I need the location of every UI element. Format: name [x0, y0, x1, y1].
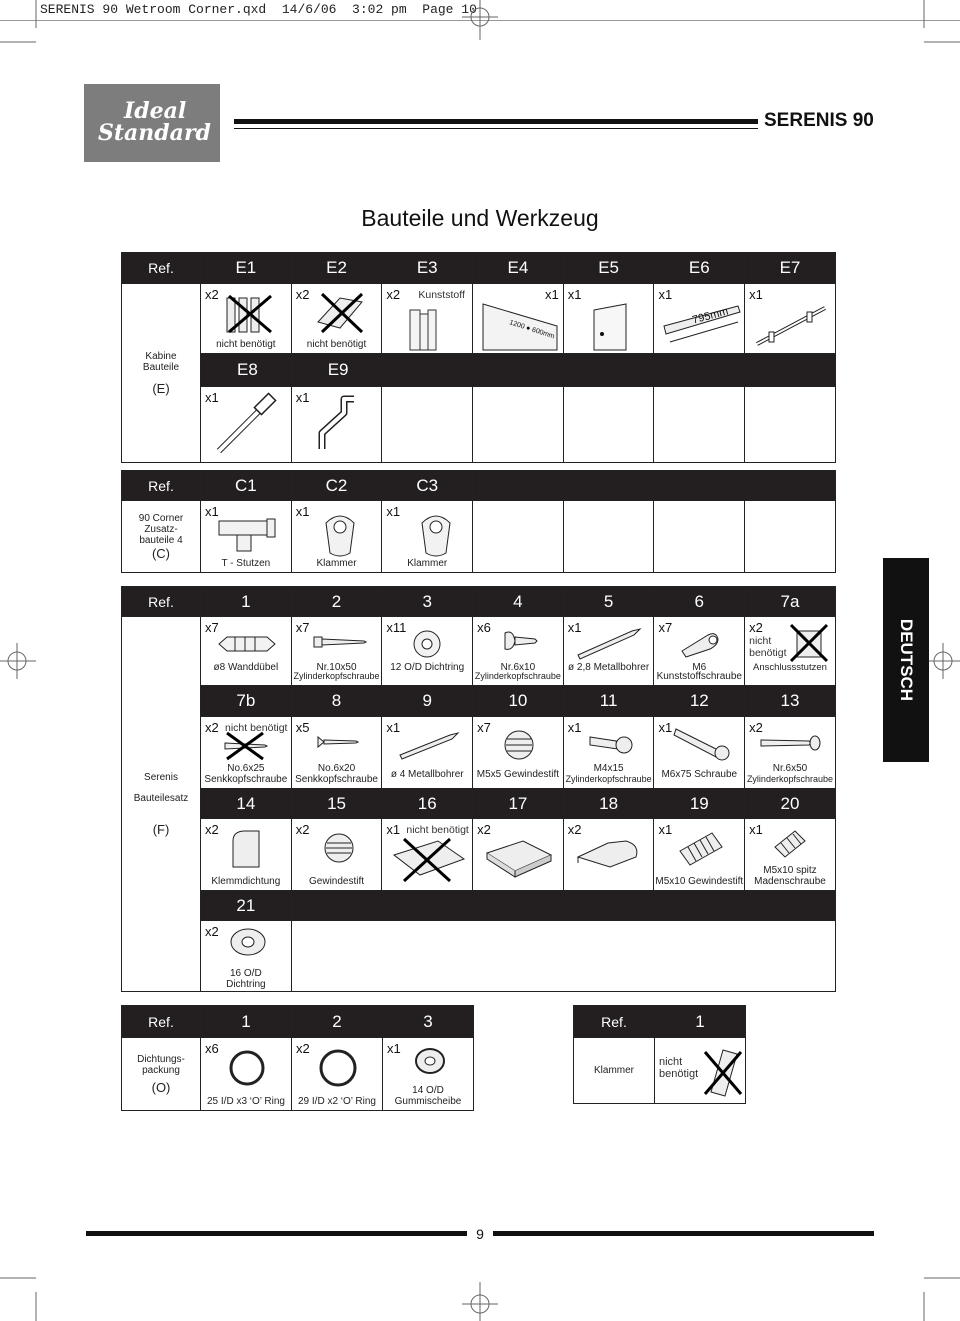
screw-icon — [503, 631, 539, 651]
cell-f21: x2 16 O/D Dichtring — [201, 921, 292, 992]
cell-e3: x2 Kunststoff — [382, 284, 473, 354]
col-c2: C2 — [291, 471, 382, 501]
cell-f2: x7 Nr.10x50 Zylinderkopfschraube — [291, 617, 382, 686]
logo-line1: Ideal — [124, 98, 187, 124]
footer-rule-right — [493, 1231, 874, 1236]
col-7a: 7a — [745, 587, 836, 617]
table-cabin-parts — [121, 252, 836, 463]
clamp-icon — [320, 509, 360, 559]
seal-profile-icon — [310, 292, 368, 334]
cell-f8: x5 No.6x20 Senkkopfschraube — [291, 717, 382, 789]
glass-panel-icon — [479, 302, 561, 352]
col-20: 20 — [745, 789, 836, 819]
end-plate-icon — [574, 833, 646, 873]
not-needed-label: nicht benötigt — [216, 339, 276, 350]
caption: Klammer — [407, 558, 448, 569]
cell-f6: x7 M6 Kunststoffschraube — [654, 617, 745, 686]
table-clamp — [573, 1005, 746, 1104]
t-connector-icon — [217, 513, 277, 553]
cell-o1: x6 25 I/D x3 ‘O’ Ring — [201, 1038, 292, 1111]
plastic-profile-icon — [404, 306, 448, 350]
col-e7: E7 — [745, 253, 836, 284]
col-k1: 1 — [655, 1006, 746, 1038]
col-19: 19 — [654, 789, 745, 819]
screw-icon — [316, 735, 360, 749]
col-e4: E4 — [473, 253, 564, 284]
cell-f4: x6 Nr.6x10 Zylinderkopfschraube — [473, 617, 564, 686]
file-slug: SERENIS 90 Wetroom Corner.qxd 14/6/06 3:02 pm Page 10 — [40, 2, 477, 17]
row-label-corner: 90 Corner Zusatz- bauteile 4 (C) — [122, 501, 201, 573]
profile-icon — [221, 294, 276, 334]
col-11: 11 — [563, 686, 654, 717]
cell-f16: x1 nicht benötigt — [382, 819, 473, 891]
screw-icon — [759, 735, 823, 751]
clamp-seal-icon — [229, 827, 263, 869]
col-8: 8 — [291, 686, 382, 717]
door-panel-icon — [590, 302, 630, 352]
table-corner-parts — [121, 470, 836, 573]
plastic-screw-icon — [678, 627, 722, 657]
col-9: 9 — [382, 686, 473, 717]
col-o3: 3 — [383, 1006, 474, 1038]
page-number: 9 — [476, 1226, 484, 1242]
col-7b: 7b — [201, 686, 292, 717]
table-fixing-kit — [121, 586, 836, 992]
cell-f20: x1 M5x10 spitz Madenschraube — [745, 819, 836, 891]
col-3: 3 — [382, 587, 473, 617]
cell-f14: x2 Klemmdichtung — [201, 819, 292, 891]
cell-f7a: x2 nicht benötigt Anschlussstutzen — [745, 617, 836, 686]
col-4: 4 — [473, 587, 564, 617]
row-label-cabin: Kabine Bauteile (E) — [122, 284, 201, 463]
cell-e9: x1 — [291, 387, 382, 463]
cell-e6: x1 795mm — [654, 284, 745, 354]
wall-plug-icon — [217, 633, 277, 655]
ref-header: Ref. — [122, 1006, 201, 1038]
cell-o2: x2 29 I/D x2 ‘O’ Ring — [292, 1038, 383, 1111]
col-e5: E5 — [563, 253, 654, 284]
ideal-standard-logo — [84, 84, 220, 162]
col-c1: C1 — [201, 471, 292, 501]
hex-key-icon — [314, 393, 362, 457]
cell-f10: x7 M5x5 Gewindestift — [473, 717, 564, 789]
clamp-crossed-icon — [703, 1044, 743, 1098]
row-label-clamp: Klammer — [574, 1038, 655, 1104]
grub-screw-icon — [501, 727, 537, 763]
o-ring-icon — [229, 1050, 265, 1086]
table-seal-pack — [121, 1005, 474, 1111]
col-13: 13 — [745, 686, 836, 717]
col-1: 1 — [201, 587, 292, 617]
cell-o3: x1 14 O/D Gummischeibe — [383, 1038, 474, 1111]
logo-line2: Standard — [98, 120, 211, 146]
col-16: 16 — [382, 789, 473, 819]
language-tab: DEUTSCH — [883, 558, 929, 762]
cell-f12: x1 M6x75 Schraube — [654, 717, 745, 789]
row-label-fixing: Serenis Bauteilesatz (F) — [122, 617, 201, 992]
screw-icon — [588, 731, 636, 755]
bracket-plate-icon — [483, 835, 555, 879]
col-15: 15 — [291, 789, 382, 819]
cell-c2: x1 Klammer — [291, 501, 382, 573]
caption: Klammer — [316, 558, 357, 569]
cell-f17: x2 — [473, 819, 564, 891]
plate-crossed-icon — [390, 835, 466, 883]
cell-f7b: x2 nicht benötigt No.6x25 Senkkopfschraube — [201, 717, 292, 789]
drill-bit-icon — [574, 625, 644, 659]
length-label: 795mm — [691, 305, 731, 327]
socket-wrench-icon — [209, 393, 283, 459]
footer-rule-left — [86, 1231, 467, 1236]
not-needed-label: nicht benötigt — [406, 824, 469, 836]
ref-header: Ref. — [122, 253, 201, 284]
o-ring-icon — [318, 1048, 358, 1088]
col-2: 2 — [291, 587, 382, 617]
col-18: 18 — [563, 789, 654, 819]
rubber-washer-icon — [413, 1046, 447, 1076]
not-needed-label: nicht benötigt — [659, 1056, 699, 1080]
not-needed-label: nicht benötigt — [749, 635, 787, 659]
col-o2: 2 — [292, 1006, 383, 1038]
cell-e8: x1 — [201, 387, 292, 463]
col-5: 5 — [563, 587, 654, 617]
set-screw-icon — [771, 825, 811, 861]
col-12: 12 — [654, 686, 745, 717]
cell-f19: x1 M5x10 Gewindestift — [654, 819, 745, 891]
cell-f9: x1 ø 4 Metallbohrer — [382, 717, 473, 789]
col-e1: E1 — [201, 253, 292, 284]
cell-e7: x1 — [745, 284, 836, 354]
drill-bit-icon — [396, 729, 462, 759]
set-screw-icon — [322, 831, 356, 865]
cell-c1: x1 T - Stutzen — [201, 501, 292, 573]
not-needed-label: nicht benötigt — [306, 339, 367, 350]
col-21: 21 — [201, 891, 292, 921]
cell-f15: x2 Gewindestift — [291, 819, 382, 891]
washer-icon — [229, 927, 267, 957]
ref-header: Ref. — [122, 587, 201, 617]
cell-f13: x2 Nr.6x50 Zylinderkopfschraube — [745, 717, 836, 789]
product-name: SERENIS 90 — [764, 110, 874, 131]
col-e3: E3 — [382, 253, 473, 284]
header-rule — [234, 119, 758, 124]
col-6: 6 — [654, 587, 745, 617]
cell-e1: x2 nicht benötigt — [201, 284, 292, 354]
cell-f18: x2 — [563, 819, 654, 891]
cell-e4: x1 1200 ● 600mm — [473, 284, 564, 354]
washer-icon — [412, 629, 442, 659]
col-e8: E8 — [201, 354, 292, 387]
col-e9: E9 — [291, 354, 382, 387]
col-c3: C3 — [382, 471, 473, 501]
ref-header: Ref. — [574, 1006, 655, 1038]
caption: T - Stutzen — [221, 558, 271, 569]
page-title: Bauteile und Werkzeug — [361, 205, 599, 231]
material-label: Kunststoff — [418, 289, 465, 301]
col-14: 14 — [201, 789, 292, 819]
cell-f11: x1 M4x15 Zylinderkopfschraube — [563, 717, 654, 789]
screw-icon — [312, 635, 368, 649]
cell-e5: x1 — [563, 284, 654, 354]
cell-k1 — [655, 1038, 746, 1104]
panel-dims: 1200 ● 600mm — [508, 319, 556, 341]
cell-f1: x7 ø8 Wanddübel — [201, 617, 292, 686]
cell-f3: x11 12 O/D Dichtring — [382, 617, 473, 686]
not-needed-label: nicht benötigt — [225, 722, 288, 734]
ref-header: Ref. — [122, 471, 201, 501]
towel-bar-icon — [751, 302, 831, 350]
col-e6: E6 — [654, 253, 745, 284]
row-label-seals: Dichtungs- packung (O) — [122, 1038, 201, 1111]
connector-crossed-icon — [789, 621, 829, 665]
long-screw-icon — [672, 723, 734, 761]
header-rule-thin — [234, 128, 758, 129]
clamp-icon — [416, 509, 456, 559]
screw-crossed-icon — [217, 731, 273, 761]
threaded-stud-icon — [676, 827, 726, 869]
col-e2: E2 — [291, 253, 382, 284]
col-10: 10 — [473, 686, 564, 717]
cell-e2: x2 nicht benötigt — [291, 284, 382, 354]
cell-f5: x1 ø 2,8 Metallbohrer — [563, 617, 654, 686]
cell-c3: x1 Klammer — [382, 501, 473, 573]
col-17: 17 — [473, 789, 564, 819]
col-o1: 1 — [201, 1006, 292, 1038]
